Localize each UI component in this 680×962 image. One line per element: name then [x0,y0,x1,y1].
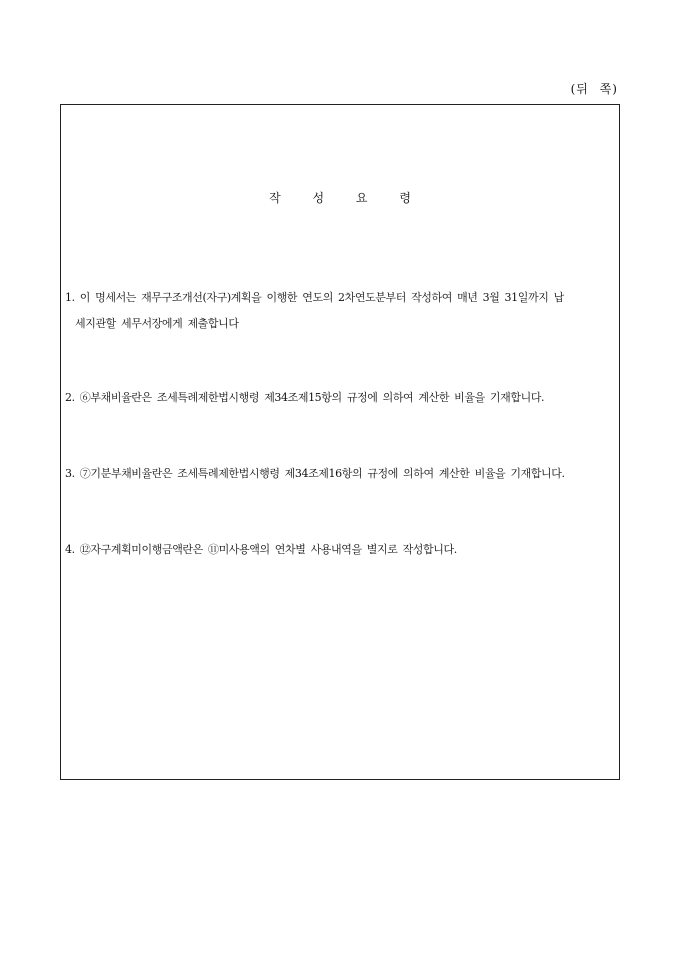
instruction-item-2 [65,385,613,411]
section-title: 작 성 요 령 [269,191,411,205]
instructions-box [60,104,620,780]
instruction-item-4-text: 4. ⑫자구계획미이행금액란은 ⑪미사용액의 연차별 사용내역을 별지로 작성합니다. [65,543,457,556]
instruction-item-3 [65,461,613,487]
instruction-item-1-line-1: 1. 이 명세서는 재무구조개선(자구)계획을 이행한 연도의 2차연도분부터 작성하여 매년 3월 31일까지 납 [65,291,564,304]
instruction-item-4 [65,537,613,563]
page-side-label: (뒤 쪽) [570,82,618,96]
instruction-item-1-line-2: 세지관할 세무서장에게 제출합니다 [75,317,239,330]
instruction-item-2-text: 2. ⑥부채비율란은 조세특례제한법시행령 제34조제15항의 규정에 의하여 계산한 비율을 기재합니다. [65,391,545,404]
instruction-item-1 [65,285,613,337]
instruction-item-3-text: 3. ⑦기분부채비율란은 조세특례제한법시행령 제34조제16항의 규정에 의하여 계산한 비율을 기재합니다. [65,467,565,480]
